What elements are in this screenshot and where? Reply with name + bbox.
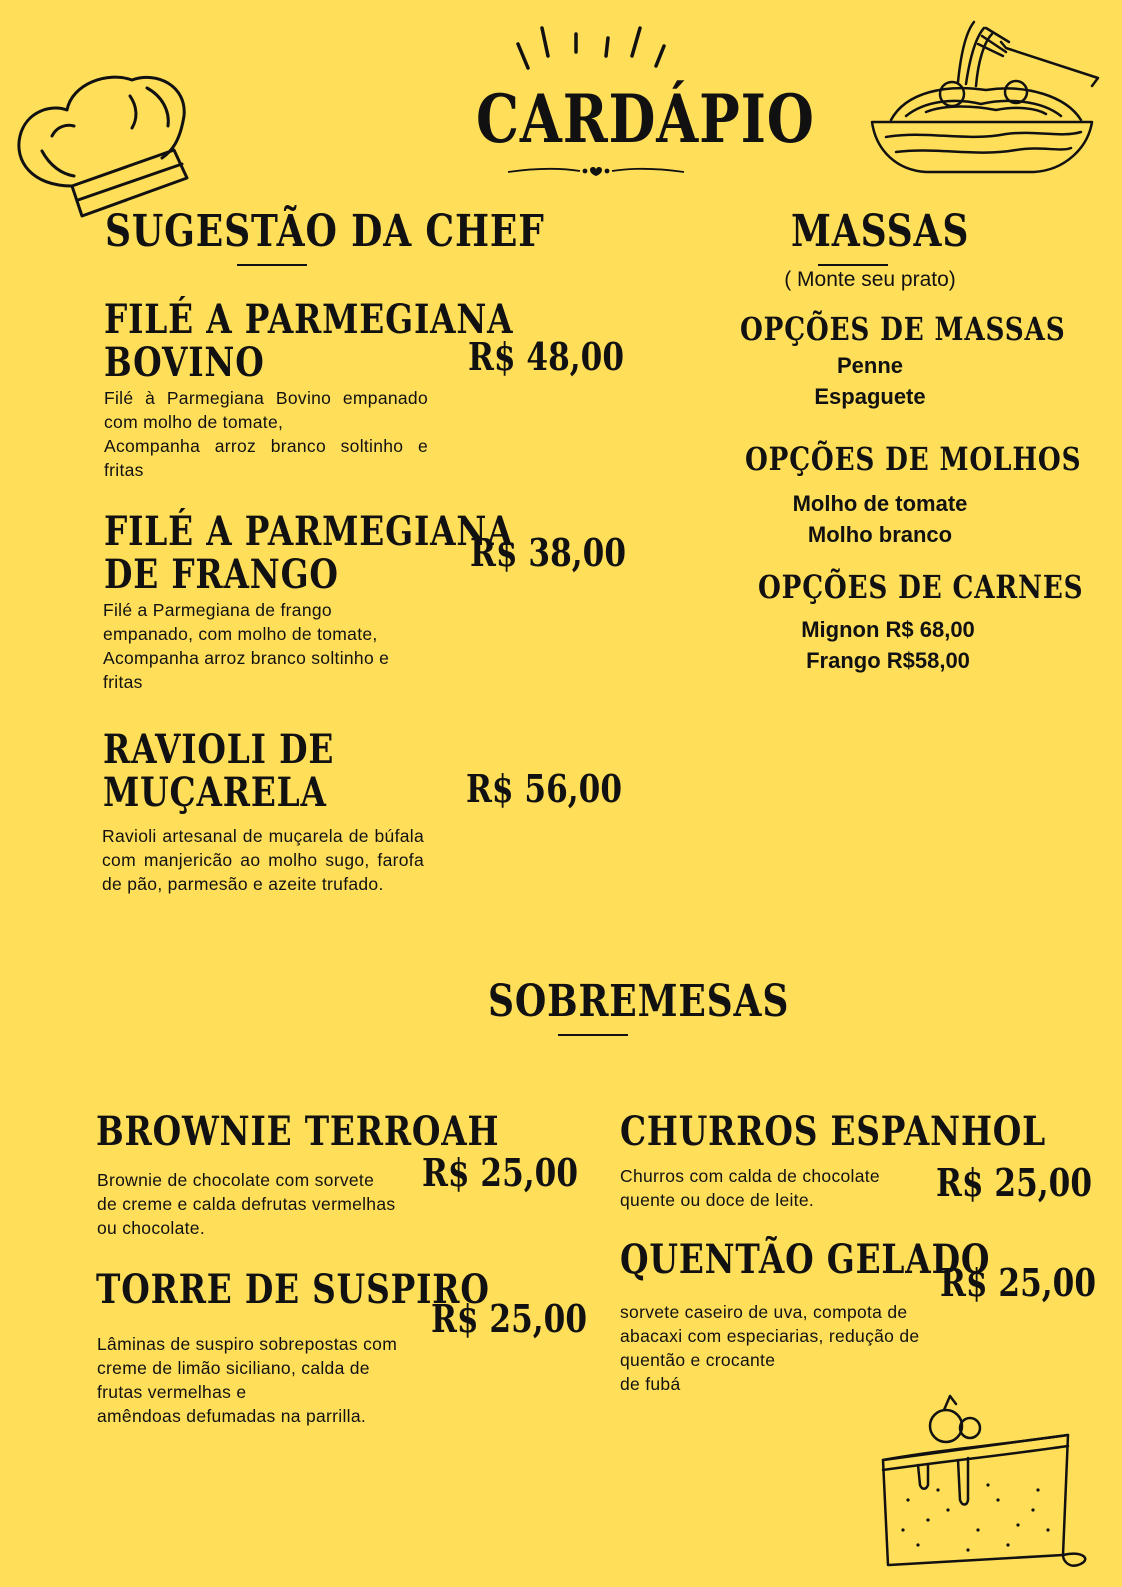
dish-description: Ravioli artesanal de muçarela de búfala com manjericão ao molho sugo, farofa de pão, parmesão e azeite trufado.: [102, 826, 424, 894]
dessert-description: Churros com calda de chocolate quente ou doce de leite.: [620, 1166, 880, 1210]
dessert-price: R$ 25,00: [422, 1150, 579, 1195]
dish-description: Filé a Parmegiana de frango empanado, com molho de tomate, Acompanha arroz branco soltinho e fritas: [103, 600, 390, 692]
dessert-price: R$ 25,00: [431, 1296, 588, 1341]
chef-heading-underline: [237, 264, 307, 266]
massas-subtitle: ( Monte seu prato): [784, 268, 956, 291]
massas-heading: MASSAS: [791, 206, 970, 257]
divider-ornament-icon: [506, 162, 686, 178]
dessert-name: BROWNIE TERROAH: [96, 1108, 500, 1155]
dessert-name: TORRE DE SUSPIRO: [96, 1266, 490, 1313]
sobremesas-heading-underline: [558, 1034, 628, 1036]
sobremesas-heading: SOBREMESAS: [488, 976, 790, 1027]
dish-price: R$ 48,00: [468, 334, 625, 379]
dessert-description: Lâminas de suspiro sobrepostas com creme de limão siciliano, calda de frutas vermelhas e amêndoas defumadas na parrilla.: [97, 1334, 398, 1426]
dish-price: R$ 38,00: [470, 530, 627, 575]
massas-heading-underline: [818, 264, 888, 266]
dish-description: Filé à Parmegiana Bovino empanado com molho de tomate, Acompanha arroz branco soltinho e fritas: [104, 388, 428, 480]
option-group-title: OPÇÕES DE MOLHOS: [745, 440, 1082, 478]
cheesecake-icon: [878, 1390, 1098, 1580]
dish-name: FILÉ A PARMEGIANA DE FRANGO: [104, 508, 514, 599]
dessert-name: CHURROS ESPANHOL: [620, 1108, 1047, 1155]
dessert-description: sorvete caseiro de uva, compota de abacaxi com especiarias, redução de quentão e crocante de fubá: [620, 1302, 920, 1394]
dish-name: RAVIOLI DE MUÇARELA: [103, 726, 335, 817]
dessert-price: R$ 25,00: [936, 1160, 1093, 1205]
option-list: Mignon R$ 68,00 Frango R$58,00: [801, 617, 975, 673]
page-title: CARDÁPIO: [476, 80, 815, 158]
option-group-title: OPÇÕES DE CARNES: [758, 568, 1084, 606]
dessert-description: Brownie de chocolate com sorvete de creme e calda defrutas vermelhas ou chocolate.: [97, 1170, 396, 1238]
chef-section-heading: SUGESTÃO DA CHEF: [105, 206, 545, 257]
sunburst-decoration: [512, 22, 672, 74]
dessert-name: QUENTÃO GELADO: [620, 1236, 991, 1283]
dish-name: FILÉ A PARMEGIANA BOVINO: [104, 296, 514, 387]
dish-price: R$ 56,00: [466, 766, 623, 811]
option-list: Penne Espaguete: [814, 353, 926, 409]
spaghetti-bowl-icon: [866, 12, 1106, 177]
option-group-title: OPÇÕES DE MASSAS: [740, 310, 1066, 348]
option-list: Molho de tomate Molho branco: [792, 491, 968, 547]
dessert-price: R$ 25,00: [940, 1260, 1097, 1305]
